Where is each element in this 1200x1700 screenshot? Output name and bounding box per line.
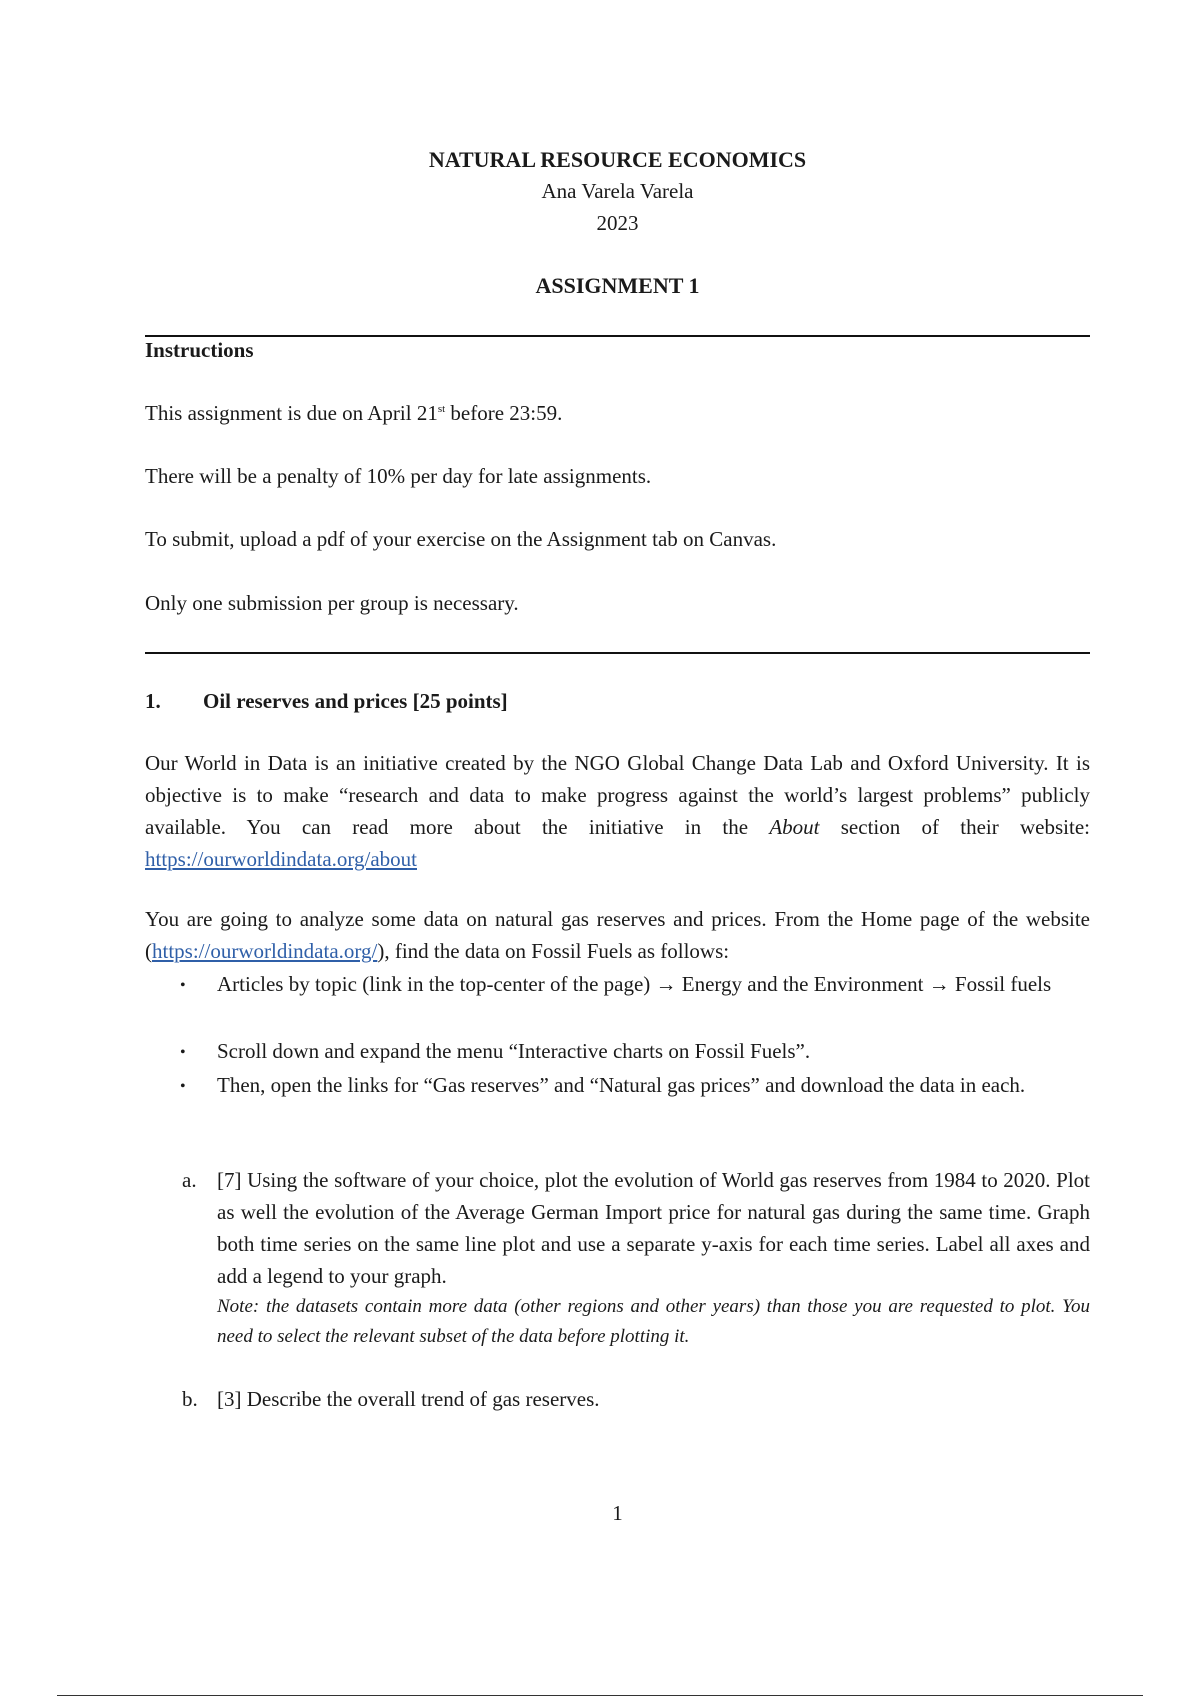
question-a-note: Note: the datasets contain more data (other regions and other years) than those you are requested to plot. You need to select the relevant subset of the data before plotting it. [217, 1296, 1090, 1347]
page-bottom-divider [57, 1695, 1143, 1696]
instructions-heading: Instructions [145, 338, 254, 362]
data-paragraph [145, 903, 1090, 967]
section-divider [145, 652, 1090, 654]
course-year: 2023 [596, 211, 639, 235]
question-a-label: a. [182, 1168, 197, 1192]
penalty-text: There will be a penalty of 10% per day for late assignments. [145, 464, 652, 488]
group-text: Only one submission per group is necessary. [145, 591, 519, 615]
bullet-item: Articles by topic (link in the top-center of the page) → Energy and the Environment → Fossil fuels [217, 972, 1052, 996]
bullet-item: Then, open the links for “Gas reserves” and “Natural gas prices” and download the data in each. [217, 1073, 1026, 1097]
bullet-item: Scroll down and expand the menu “Interactive charts on Fossil Fuels”. [217, 1039, 811, 1063]
author-name: Ana Varela Varela [541, 179, 694, 203]
home-link[interactable]: https://ourworldindata.org/ [152, 939, 378, 963]
course-title: NATURAL RESOURCE ECONOMICS [428, 147, 807, 172]
question-a-text: [7] Using the software of your choice, plot the evolution of World gas reserves from 1984 to 2020. Plot as well the evolution of the Average German Import price for natural gas during the same time. Graph both time series on the same line plot and use a separate y-axis for each time series. Label all axes and add a legend to your graph. [217, 1168, 1090, 1288]
assignment-title: ASSIGNMENT 1 [535, 273, 700, 298]
due-date-text [145, 397, 1090, 429]
section-title: Oil reserves and prices [25 points] [203, 689, 508, 713]
question-b-text: [3] Describe the overall trend of gas reserves. [217, 1387, 600, 1411]
intro-text-b: section of their website: [819, 815, 1090, 839]
due-prefix: This assignment is due on April 21 [145, 401, 438, 425]
data-text-a: You are going to analyze some data on natural gas reserves and prices. From the Home page of the website ( [145, 907, 1090, 963]
submit-text: To submit, upload a pdf of your exercise on the Assignment tab on Canvas. [145, 527, 777, 551]
bullet-marker: • [180, 1078, 186, 1095]
intro-text-a: Our World in Data is an initiative created by the NGO Global Change Data Lab and Oxford University. It is objective is to make “research and data to make progress against the world’s largest problems” publicly available. You can read more about the initiative in the [145, 751, 1090, 839]
bullet-marker: • [180, 977, 186, 994]
due-suffix: before 23:59. [445, 401, 563, 425]
about-emphasis: About [769, 815, 820, 839]
section-number: 1. [145, 689, 161, 713]
due-superscript: st [437, 403, 446, 415]
question-a [217, 1164, 1090, 1352]
about-link[interactable]: https://ourworldindata.org/about [145, 847, 417, 871]
bullet-marker: • [180, 1044, 186, 1061]
question-b-label: b. [182, 1387, 198, 1411]
page-number: 1 [612, 1501, 623, 1525]
data-text-b: ), find the data on Fossil Fuels as follows: [377, 939, 730, 963]
intro-paragraph [145, 747, 1090, 875]
